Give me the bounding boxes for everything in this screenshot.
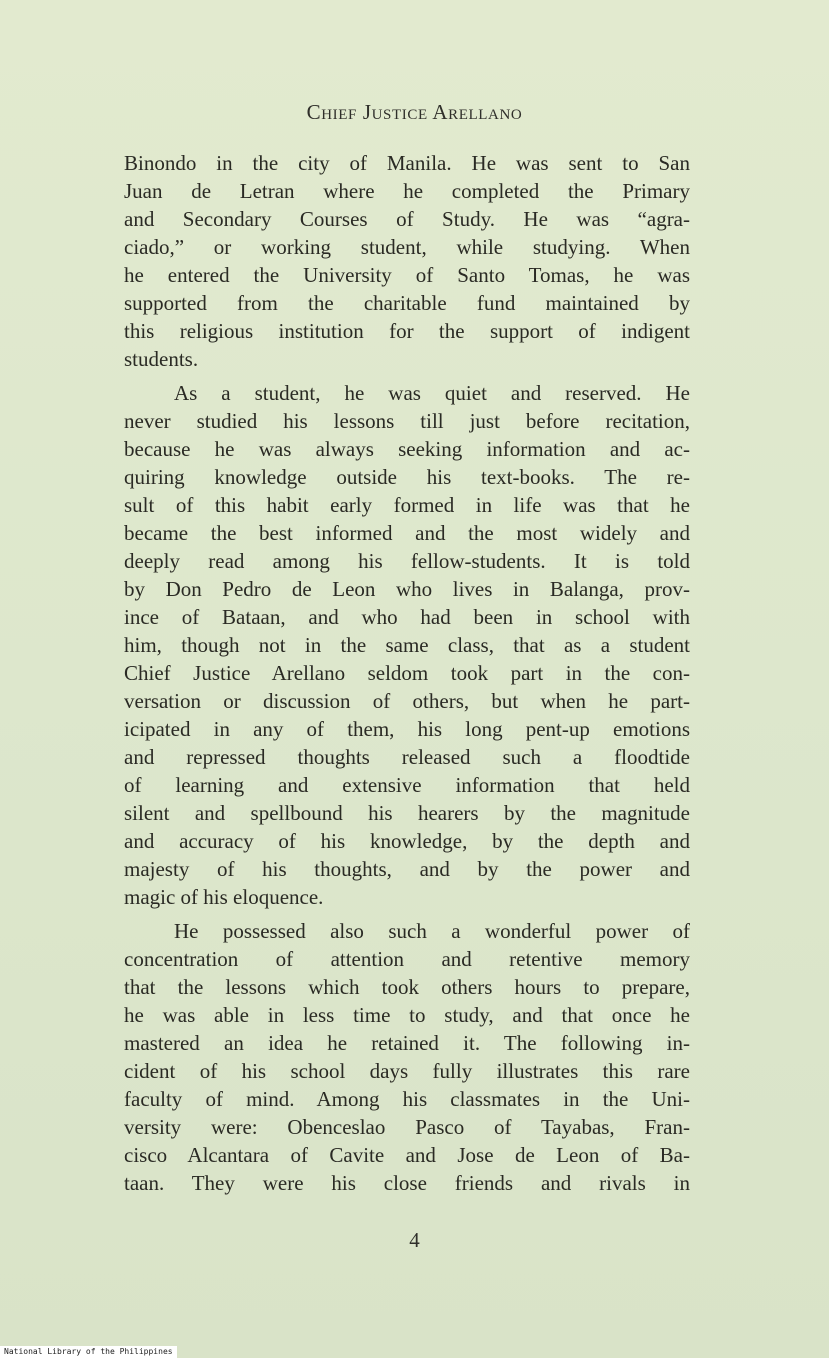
text-line: Chief Justice Arellano seldom took part in the con- [124, 661, 690, 685]
text-line: of learning and extensive information that held [124, 773, 690, 797]
text-line: magic of his eloquence. [124, 885, 324, 909]
text-line: never studied his lessons till just before recitation, [124, 409, 690, 433]
text-line: mastered an idea he retained it. The following in- [124, 1031, 690, 1055]
paragraph-1 [124, 149, 690, 373]
text-line: because he was always seeking information and ac- [124, 437, 690, 461]
text-line: ince of Bataan, and who had been in school with [124, 605, 690, 629]
text-line: he was able in less time to study, and that once he [124, 1003, 690, 1027]
text-line: cisco Alcantara of Cavite and Jose de Leon of Ba- [124, 1143, 690, 1167]
text-line: ciado,” or working student, while studying. When [124, 235, 690, 259]
text-line: and repressed thoughts released such a floodtide [124, 745, 690, 769]
text-line: supported from the charitable fund maintained by [124, 291, 690, 315]
text-line: and Secondary Courses of Study. He was “agra- [124, 207, 690, 231]
text-line: he entered the University of Santo Tomas, he was [124, 263, 690, 287]
paragraph-3 [124, 917, 690, 1197]
text-line: became the best informed and the most widely and [124, 521, 690, 545]
text-line: and accuracy of his knowledge, by the depth and [124, 829, 690, 853]
text-line: concentration of attention and retentive memory [124, 947, 690, 971]
text-line: As a student, he was quiet and reserved. He [174, 381, 690, 405]
body-text [124, 149, 690, 1197]
text-line: Binondo in the city of Manila. He was sent to San [124, 151, 690, 175]
text-line: versation or discussion of others, but when he part- [124, 689, 690, 713]
text-line: that the lessons which took others hours to prepare, [124, 975, 690, 999]
text-line: this religious institution for the support of indigent [124, 319, 690, 343]
text-line: Juan de Letran where he completed the Primary [124, 179, 690, 203]
paragraph-2 [124, 379, 690, 911]
text-line: icipated in any of them, his long pent-up emotions [124, 717, 690, 741]
text-line: taan. They were his close friends and rivals in [124, 1171, 690, 1195]
text-line: silent and spellbound his hearers by the magnitude [124, 801, 690, 825]
text-line: by Don Pedro de Leon who lives in Balanga, prov- [124, 577, 690, 601]
running-head: Chief Justice Arellano [306, 100, 523, 124]
library-credit: National Library of the Philippines [0, 1346, 177, 1358]
text-line: students. [124, 347, 199, 371]
text-line: him, though not in the same class, that as a student [124, 633, 690, 657]
text-line: quiring knowledge outside his text-books. The re- [124, 465, 690, 489]
text-line: versity were: Obenceslao Pasco of Tayabas, Fran- [124, 1115, 690, 1139]
text-line: majesty of his thoughts, and by the power and [124, 857, 690, 881]
text-line: faculty of mind. Among his classmates in the Uni- [124, 1087, 690, 1111]
text-line: sult of this habit early formed in life was that he [124, 493, 690, 517]
text-line: He possessed also such a wonderful power of [174, 919, 690, 943]
text-line: cident of his school days fully illustrates this rare [124, 1059, 690, 1083]
page-number: 4 [409, 1228, 420, 1252]
text-line: deeply read among his fellow-students. It is told [124, 549, 690, 573]
